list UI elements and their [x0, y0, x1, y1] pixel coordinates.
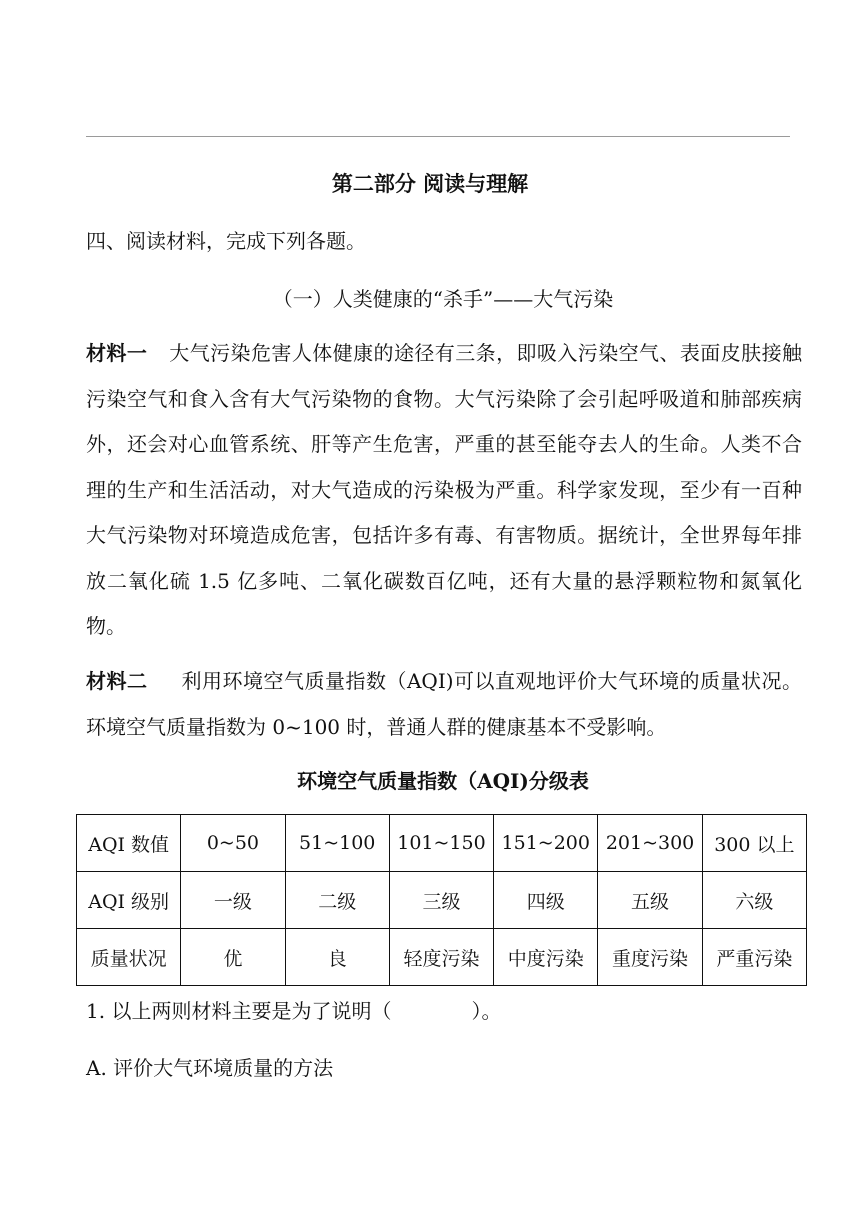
material-two-label: 材料二 — [86, 669, 148, 693]
table-row-aqi-level — [77, 872, 807, 929]
table-title: 环境空气质量指数（AQI)分级表 — [297, 769, 589, 793]
table-header-cell: 质量状况 — [77, 929, 181, 986]
table-cell: 300 以上 — [702, 815, 806, 872]
table-cell: 五级 — [598, 872, 702, 929]
material-two-paragraph — [86, 659, 802, 750]
table-cell: 良 — [285, 929, 389, 986]
table-row-quality-status — [77, 929, 807, 986]
table-cell: 重度污染 — [598, 929, 702, 986]
passage-title: （一）人类健康的“杀手”——大气污染 — [272, 287, 614, 311]
table-cell: 四级 — [494, 872, 598, 929]
aqi-grading-table — [76, 814, 807, 986]
table-cell: 轻度污染 — [389, 929, 493, 986]
table-cell: 六级 — [702, 872, 806, 929]
table-cell: 严重污染 — [702, 929, 806, 986]
table-cell: 三级 — [389, 872, 493, 929]
instruction-text: 四、阅读材料，完成下列各题。 — [86, 229, 366, 253]
table-cell: 优 — [181, 929, 285, 986]
table-cell: 0~50 — [181, 815, 285, 872]
table-cell: 101~150 — [389, 815, 493, 872]
table-row-aqi-value — [77, 815, 807, 872]
section-title: 第二部分 阅读与理解 — [331, 171, 529, 196]
table-cell: 151~200 — [494, 815, 598, 872]
material-one-label: 材料一 — [86, 341, 148, 365]
table-cell: 201~300 — [598, 815, 702, 872]
table-header-cell: AQI 级别 — [77, 872, 181, 929]
material-two-text: 利用环境空气质量指数（AQI)可以直观地评价大气环境的质量状况。环境空气质量指数为 0~100 时，普通人群的健康基本不受影响。 — [86, 669, 803, 739]
option-a[interactable]: A. 评价大气环境质量的方法 — [86, 1056, 334, 1080]
material-one-paragraph — [86, 331, 802, 650]
table-header-cell: AQI 数值 — [77, 815, 181, 872]
header-rule — [86, 136, 790, 137]
table-cell: 中度污染 — [494, 929, 598, 986]
table-cell: 51~100 — [285, 815, 389, 872]
material-one-text: 大气污染危害人体健康的途径有三条，即吸入污染空气、表面皮肤接触污染空气和食入含有大气污染物的食物。大气污染除了会引起呼吸道和肺部疾病外，还会对心血管系统、肝等产生危害，严重的甚至能夺去人的生命。人类不合理的生产和生活活动，对大气造成的污染极为严重。科学家发现，至少有一百种大气污染物对环境造成危害，包括许多有毒、有害物质。据统计，全世界每年排放二氧化硫 1.5 亿多吨、二氧化碳数百亿吨，还有大量的悬浮颗粒物和氮氧化物。 — [86, 341, 803, 638]
table-cell: 二级 — [285, 872, 389, 929]
table-cell: 一级 — [181, 872, 285, 929]
question-one: 1. 以上两则材料主要是为了说明（ ）。 — [86, 999, 502, 1023]
